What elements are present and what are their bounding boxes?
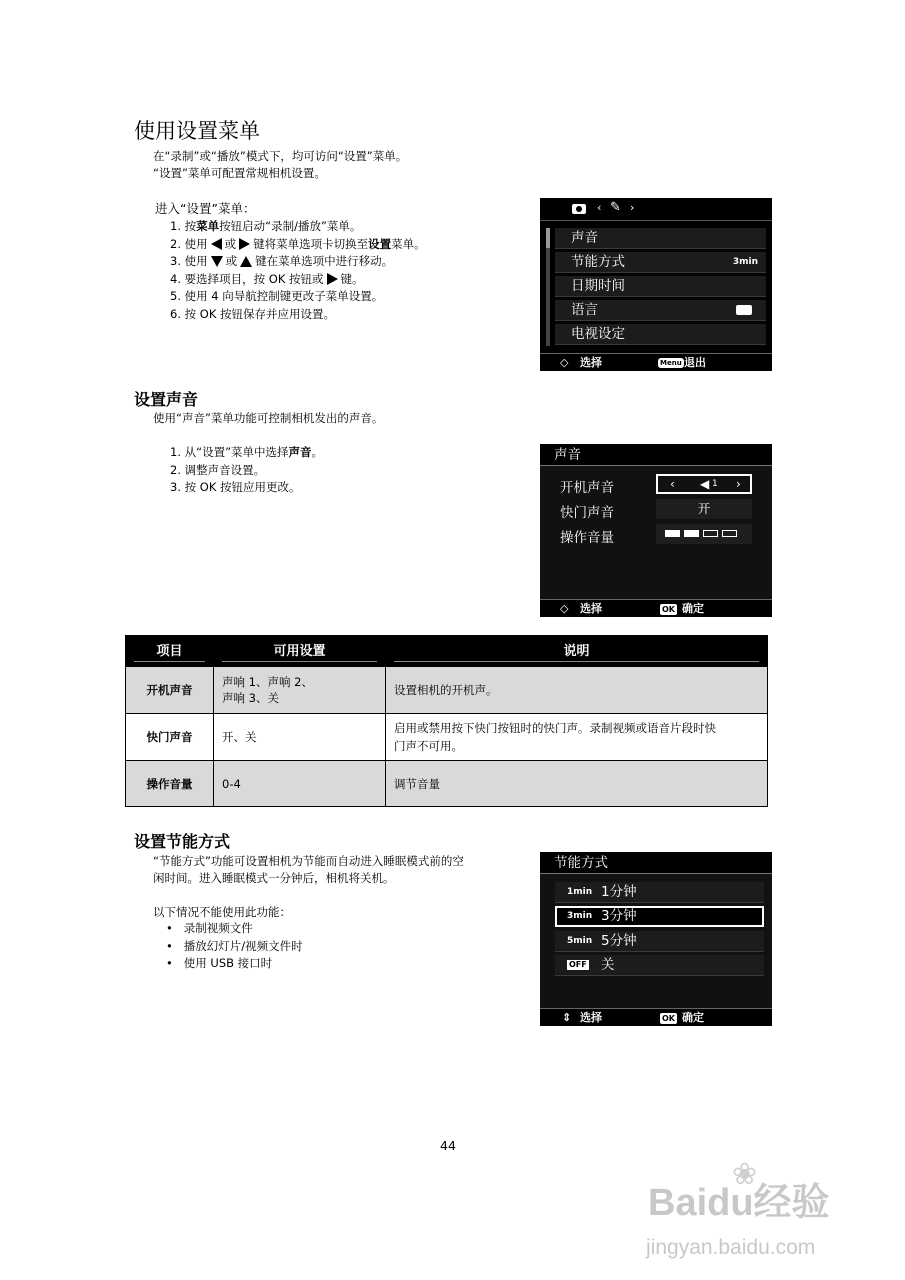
table-cell-desc: 设置相机的开机声。 <box>386 667 768 714</box>
page-number: 44 <box>440 1138 456 1153</box>
tab-right-icon[interactable]: › <box>630 201 635 214</box>
table-cell-settings: 开、关 <box>214 714 386 761</box>
power-save-title: 节能方式 <box>540 852 772 874</box>
chevron-left-icon[interactable]: ‹ <box>670 477 675 491</box>
power-save-screen <box>540 852 772 1026</box>
tab-left-icon[interactable]: ‹ <box>597 201 602 214</box>
footer-ok-label: 确定 <box>682 602 704 615</box>
footer-select-label: 选择 <box>580 602 602 615</box>
step-1: 1. 按菜单按钮启动“录制/播放”菜单。 <box>170 219 362 233</box>
sound-settings-table <box>125 635 768 807</box>
option-5min[interactable] <box>555 931 764 952</box>
up-arrow-icon <box>240 256 252 267</box>
step-4: 4. 要选择项目，按 OK 按钮或 键。 <box>170 271 364 286</box>
table-cell-settings: 0-4 <box>214 761 386 807</box>
watermark-brand: Baidu经验 <box>648 1182 830 1224</box>
down-arrow-icon <box>211 256 223 267</box>
off-icon: OFF <box>569 960 587 969</box>
sound-intro: 使用“声音”菜单功能可控制相机发出的声音。 <box>153 411 384 425</box>
volume-segment <box>684 530 699 537</box>
power-save-footer <box>540 1008 772 1026</box>
menu-tab-bar <box>540 198 772 221</box>
footer-select-label: 选择 <box>580 356 602 369</box>
scrollbar[interactable] <box>546 228 550 346</box>
table-cell-item: 操作音量 <box>126 761 214 807</box>
list-item: • 播放幻灯片/视频文件时 <box>166 938 303 953</box>
table-cell-desc: 启用或禁用按下快门按钮时的快门声。录制视频或语音片段时快 门声不可用。 <box>386 714 768 761</box>
right-arrow-icon <box>239 238 250 250</box>
volume-segment <box>722 530 737 537</box>
option-label: 关 <box>601 957 615 973</box>
sound-step-2: 2. 调整声音设置。 <box>170 462 266 477</box>
left-arrow-icon <box>211 238 222 250</box>
section-title-power-save: 设置节能方式 <box>134 832 231 851</box>
power-intro-line-1: “节能方式”功能可设置相机为节能而自动进入睡眠模式前的空 <box>153 854 464 868</box>
menu-item-power-save[interactable]: 节能方式 3min <box>555 252 766 273</box>
table-header: 可用设置 <box>214 636 386 667</box>
cannot-use-heading: 以下情况不能使用此功能： <box>153 905 291 919</box>
volume-bar[interactable] <box>656 524 752 544</box>
table-cell-item: 快门声音 <box>126 714 214 761</box>
enter-heading: 进入“设置”菜单： <box>155 201 256 216</box>
volume-segment <box>665 530 680 537</box>
menu-item-tv-setting[interactable]: 电视设定 <box>555 324 766 345</box>
screen-footer <box>540 353 772 371</box>
chevron-right-icon[interactable]: › <box>736 477 741 491</box>
sound-step-3: 3. 按 OK 按钮应用更改。 <box>170 480 301 494</box>
menu-item-datetime[interactable]: 日期时间 <box>555 276 766 297</box>
table-header: 项目 <box>126 636 214 667</box>
paw-icon: ❀ <box>732 1157 758 1192</box>
step-2: 2. 使用 或 键将菜单选项卡切换至设置菜单。 <box>170 236 426 251</box>
watermark-url: jingyan.baidu.com <box>646 1236 816 1259</box>
footer-ok-label: 确定 <box>682 1011 704 1024</box>
cannot-use-list <box>166 920 303 973</box>
section-title-sound: 设置声音 <box>134 390 199 409</box>
sound-screen-title: 声音 <box>540 444 772 466</box>
option-off[interactable] <box>555 955 764 976</box>
list-item: • 录制视频文件 <box>166 921 253 935</box>
wrench-icon[interactable]: ✎ <box>610 200 621 215</box>
table-row <box>126 714 768 761</box>
table-row <box>126 761 768 807</box>
four-way-icon: ◇ <box>560 356 569 369</box>
shutter-sound-label: 快门声音 <box>560 505 614 521</box>
language-icon <box>736 305 752 315</box>
sound-screen <box>540 444 772 617</box>
startup-sound-value: 1 <box>712 479 718 489</box>
list-item: • 使用 USB 接口时 <box>166 956 273 970</box>
footer-exit-label: 退出 <box>684 356 706 369</box>
sound-step-1: 1. 从“设置”菜单中选择声音。 <box>170 445 324 459</box>
up-down-icon: ⇕ <box>562 1011 572 1024</box>
four-way-icon: ◇ <box>560 602 569 615</box>
option-label: 5分钟 <box>601 933 637 949</box>
sound-steps <box>170 444 323 497</box>
timer-5min-icon: 5min <box>567 936 593 946</box>
option-3min-selected[interactable] <box>555 906 764 927</box>
table-header-row <box>126 636 768 667</box>
operation-volume-label: 操作音量 <box>560 530 614 546</box>
table-cell-settings: 声响 1、声响 2、 声响 3、关 <box>214 667 386 714</box>
table-cell-item: 开机声音 <box>126 667 214 714</box>
intro-line-1: 在“录制”或“播放”模式下，均可访问“设置”菜单。 <box>153 149 408 163</box>
timer-1min-icon: 1min <box>567 887 593 897</box>
baidu-watermark <box>640 1157 870 1270</box>
timer-3min-icon: 3min <box>732 257 758 267</box>
shutter-sound-value[interactable]: 开 <box>656 499 752 519</box>
step-6: 6. 按 OK 按钮保存并应用设置。 <box>170 306 336 321</box>
camera-icon[interactable] <box>572 204 586 214</box>
table-header: 说明 <box>386 636 768 667</box>
power-intro-line-2: 闲时间。进入睡眠模式一分钟后，相机将关机。 <box>153 871 395 885</box>
steps-list <box>170 218 426 323</box>
table-cell-desc: 调节音量 <box>386 761 768 807</box>
section-title-setup-menu: 使用设置菜单 <box>134 119 260 143</box>
setup-menu-screen <box>540 198 772 371</box>
volume-segment <box>703 530 718 537</box>
option-1min[interactable] <box>555 882 764 903</box>
menu-item-sound[interactable]: 声音 <box>555 228 766 249</box>
ok-key-icon: OK <box>662 604 675 614</box>
startup-sound-selector[interactable] <box>656 474 752 494</box>
timer-3min-icon: 3min <box>567 911 593 921</box>
step-5: 5. 使用 4 向导航控制键更改子菜单设置。 <box>170 289 384 303</box>
right-arrow-icon <box>327 273 338 285</box>
ok-key-icon: OK <box>662 1013 675 1023</box>
footer-select-label: 选择 <box>580 1011 602 1024</box>
option-label: 3分钟 <box>601 908 637 924</box>
startup-sound-label: 开机声音 <box>560 480 614 496</box>
menu-key-icon: Menu <box>660 359 682 367</box>
intro-line-2: “设置”菜单可配置常规相机设置。 <box>153 166 326 180</box>
menu-item-language[interactable]: 语言 <box>555 300 766 321</box>
sound-screen-footer <box>540 599 772 617</box>
table-row <box>126 667 768 714</box>
step-3: 3. 使用 或 键在菜单选项中进行移动。 <box>170 254 394 268</box>
option-label: 1分钟 <box>601 884 637 900</box>
speaker-icon: ◀ <box>700 477 710 491</box>
